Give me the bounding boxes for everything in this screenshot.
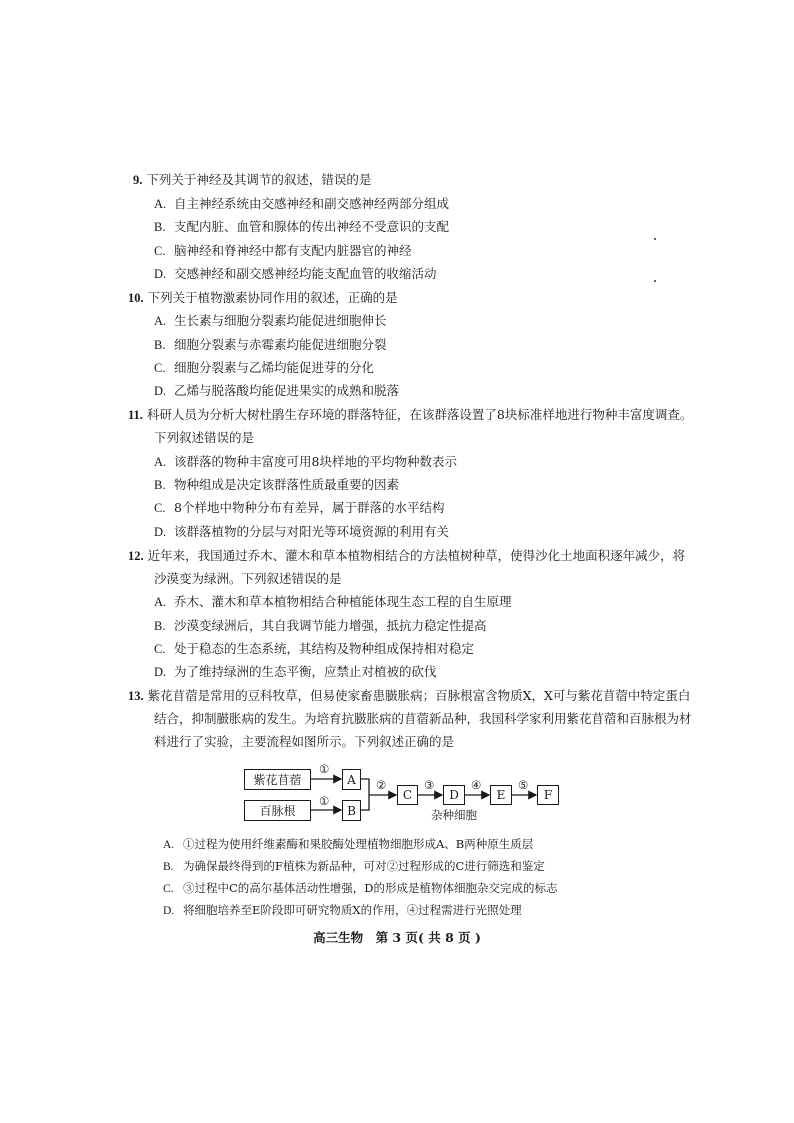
box-b: B [342,800,361,821]
box-d: D [443,785,465,805]
step-3-label: ③ [424,778,435,792]
question-10-option-d: D. 乙烯与脱落酸均能促进果实的成熟和脱落 [154,383,400,398]
question-11-option-b: B. 物种组成是决定该群落性质最重要的因素 [154,477,400,492]
box-source1: 紫花苜蓿 [244,769,311,790]
question-12-stem: 12. 近年来，我国通过乔木、灌木和草本植物相结合的方法植树种草，使得沙化土地面积逐年减少，将 [128,548,686,563]
hybrid-cell-label: 杂种细胞 [431,808,477,822]
box-c: C [397,785,418,805]
question-9-option-c: C. 脑神经和脊神经中都有支配内脏器官的神经 [154,243,412,258]
question-11-stem-line2: 下列叙述错误的是 [154,430,255,445]
question-10-option-a: A. 生长素与细胞分裂素均能促进细胞伸长 [154,313,387,328]
question-10-option-c: C. 细胞分裂素与乙烯均能促进芽的分化 [154,360,375,375]
box-f: F [537,785,559,805]
page-footer: 高三生物 第 3 页( 共 8 页 ) [313,930,481,945]
box-e: E [490,785,512,805]
question-9-option-d: D. 交感神经和副交感神经均能支配血管的收缩活动 [154,266,437,281]
question-12-option-b: B. 沙漠变绿洲后，其自我调节能力增强，抵抗力稳定性提高 [154,618,487,633]
question-13-option-b: B. 为确保最终得到的F植株为新品种，可对②过程形成的C进行筛选和鉴定 [163,859,545,873]
question-12-option-c: C. 处于稳态的生态系统，其结构及物种组成保持相对稳定 [154,641,475,656]
scan-speck [654,280,656,282]
scan-speck [654,238,656,240]
question-10-stem: 10. 下列关于植物激素协同作用的叙述，正确的是 [128,290,398,305]
question-10-option-b: B. 细胞分裂素与赤霉素均能促进细胞分裂 [154,337,387,352]
question-9-option-a: A. 自主神经系统由交感神经和副交感神经两部分组成 [154,196,450,211]
question-11-option-c: C. 8个样地中物种分布有差异，属于群落的水平结构 [154,500,445,515]
question-12-option-a: A. 乔木、灌木和草本植物相结合种植能体现生态工程的自生原理 [154,594,512,609]
question-12-option-d: D. 为了维持绿洲的生态平衡，应禁止对植被的砍伐 [154,664,437,679]
question-9-stem: 9. 下列关于神经及其调节的叙述，错误的是 [133,172,372,187]
step-1-label-top: ① [319,762,330,776]
step-1-label-bottom: ① [319,794,330,808]
question-12-stem-line2: 沙漠变为绿洲。下列叙述错误的是 [154,571,342,586]
question-9-option-b: B. 支配内脏、血管和腺体的传出神经不受意识的支配 [154,219,450,234]
step-2-label: ② [376,778,387,792]
question-number: 13. [128,689,144,703]
step-4-label: ④ [471,778,482,792]
question-number: 11. [128,408,143,422]
question-13-stem-line2: 结合，抑制臌胀病的发生。为培育抗臌胀病的苜蓿新品种，我国科学家利用紫花苜蓿和百脉根为材 [154,711,692,726]
question-13-option-d: D. 将细胞培养至E阶段即可研究物质X的作用，④过程需进行光照处理 [163,903,522,917]
box-source2: 百脉根 [244,800,311,821]
question-number: 10. [128,291,144,305]
question-13-stem-line3: 料进行了实验，主要流程如图所示。下列叙述正确的是 [154,734,455,749]
question-13-stem: 13. 紫花苜蓿是常用的豆科牧草，但易使家畜患臌胀病；百脉根富含物质X，X可与紫花苜蓿中特定蛋白 [128,688,691,703]
question-13-option-a: A. ①过程为使用纤维素酶和果胶酶处理植物细胞形成A、B两种原生质层 [163,837,534,851]
box-a: A [342,769,361,790]
question-11-option-d: D. 该群落植物的分层与对阳光等环境资源的利用有关 [154,524,450,539]
question-number: 12. [128,549,144,563]
question-13-option-c: C. ③过程中C的高尔基体活动性增强，D的形成是植物体细胞杂交完成的标志 [163,881,558,895]
question-11-option-a: A. 该群落的物种丰富度可用8块样地的平均物种数表示 [154,454,457,469]
step-5-label: ⑤ [518,778,529,792]
question-11-stem: 11. 科研人员为分析大树杜鹃生存环境的群落特征，在该群落设置了8块标准样地进行物种丰富度调查。 [128,407,693,422]
question-number: 9. [133,173,143,187]
